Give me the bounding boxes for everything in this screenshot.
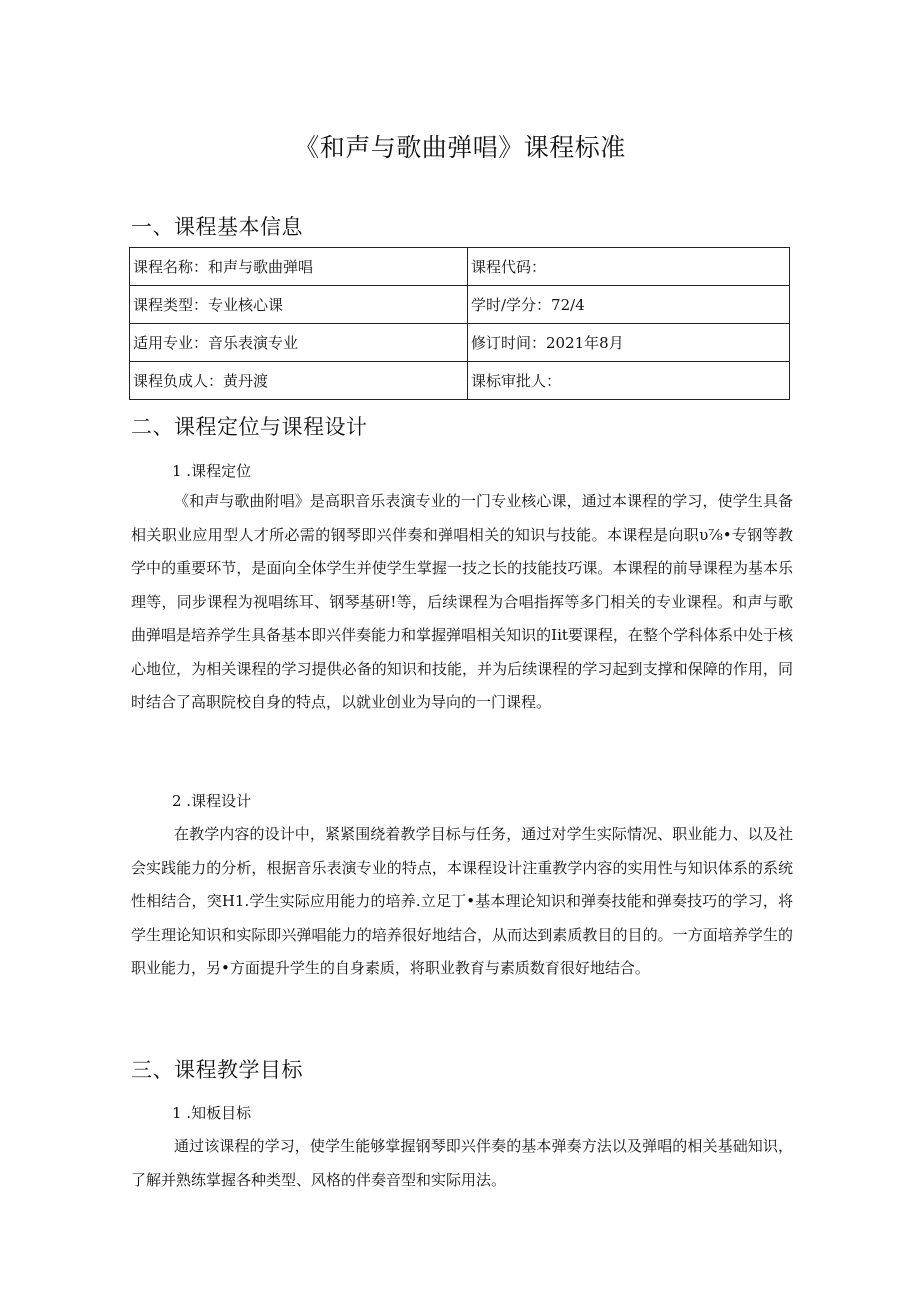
section-heading-basic-info: 一、课程基本信息 [131, 215, 303, 239]
course-info-table [129, 247, 790, 400]
major-cell: 适用专业：音乐表演专业 [130, 324, 468, 362]
section-heading-teaching-goals: 三、课程教学目标 [131, 1058, 303, 1082]
course-type-cell: 课程类型：专业核心课 [130, 286, 468, 324]
course-leader-cell: 课程负成人：黄丹渡 [130, 362, 468, 400]
approver-cell: 课标审批人： [468, 362, 790, 400]
subheading-course-design: 2 .课程设计 [172, 792, 252, 810]
subheading-knowledge-goals: 1 .知板目标 [172, 1104, 252, 1122]
document-title: 《和声与歌曲弹唱》课程标准 [294, 133, 626, 162]
course-name-cell: 课程名称：和声与歌曲弹唱 [130, 248, 468, 286]
table-row [130, 362, 790, 400]
paragraph-course-design: 在教学内容的设计中，紧紧围绕着教学目标与任务，通过对学生实际情况、职业能力、以及社会实践能力的分析，根据音乐表演专业的特点，本课程设计注重教学内容的实用性与知识体系的系统性相结合，突H1.学生实际应用能力的培养.立足丁•基本理论知识和弹奏技能和弹奏技巧的学习，将学生理论知识和实际即兴弹唱能力的培养很好地结合，从而达到素质教目的目的。一方面培养学生的职业能力，另•方面提升学生的自身素质，将职业教育与素质数育很好地结合。 [131, 825, 793, 977]
table-row [130, 248, 790, 286]
revision-date-cell: 修订时间：2021年8月 [468, 324, 790, 362]
subheading-course-positioning: 1 .课程定位 [172, 462, 252, 480]
paragraph-knowledge-goals: 通过该课程的学习，使学生能够掌握钢琴即兴伴奏的基本弹奏方法以及弹唱的相关基础知识，了解并熟练掌握各种类型、风格的伴奏音型和实际用法。 [131, 1137, 793, 1189]
table-row [130, 286, 790, 324]
table-row [130, 324, 790, 362]
credit-hours-cell: 学时/学分：72/4 [468, 286, 790, 324]
course-code-cell: 课程代码： [468, 248, 790, 286]
paragraph-course-positioning: 《和声与歌曲附唱》是高职音乐表演专业的一门专业核心课，通过本课程的学习，使学生具备相关职业应用型人才所必需的钢琴即兴伴奏和弹唱相关的知识与技能。本课程是向职υ⅞•专钢等教学中的重要环节，是面向全体学生并使学生掌握一技之长的技能技巧课。本课程的前导课程为基本乐理等，同步课程为视唱练耳、钢琴基研!等，后续课程为合唱指挥等多门相关的专业课程。和声与歌曲弹唱是培养学生具备基本即兴伴奏能力和掌握弹唱相关知识的Iit要课程，在整个学科体系中处于核心地位，为相关课程的学习提供必备的知识和技能，并为后续课程的学习起到支撑和保障的作用，同时结合了高职院校自身的特点，以就业创业为导向的一门课程。 [131, 492, 793, 711]
section-heading-positioning-design: 二、课程定位与课程设计 [131, 415, 368, 439]
